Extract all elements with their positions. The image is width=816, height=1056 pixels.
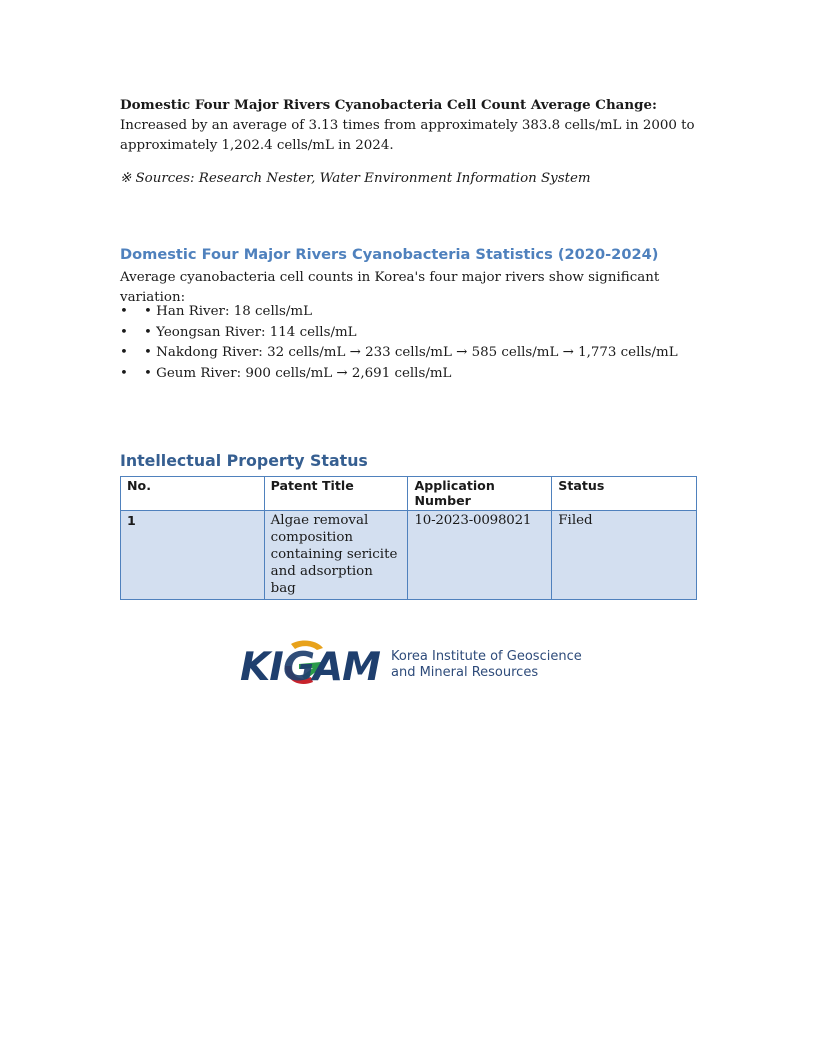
intro-lead: Domestic Four Major Rivers Cyanobacteria Cell Count Average Change: (120, 97, 657, 113)
ip-heading: Intellectual Property Status (120, 451, 368, 470)
cell-no: 1 (121, 511, 265, 600)
river-list (120, 302, 678, 384)
sources-note: ※ Sources: Research Nester, Water Environment Information System (120, 171, 591, 186)
bullet-icon: • (120, 324, 128, 340)
cell-status: Filed (552, 511, 697, 600)
column-header-application: Application Number (408, 477, 552, 511)
cell-patent-title: Algae removal composition containing sericite and adsorption bag (264, 511, 408, 600)
logo-org-line-1: Korea Institute of Geoscience (391, 649, 582, 664)
svg-text:G: G (283, 645, 316, 688)
bullet-icon: • (120, 304, 128, 319)
list-item: • • Han River: 18 cells/mL (120, 302, 678, 323)
list-item: • • Geum River: 900 cells/mL → 2,691 cells/mL (120, 364, 678, 385)
intro-text: Increased by an average of 3.13 times from approximately 383.8 cells/mL in 2000 to approximately 1,202.4 cells/mL in 2024. (120, 118, 695, 153)
intro-paragraph (120, 95, 695, 156)
logo-wordmark: KI (240, 645, 283, 688)
bullet-icon: • (120, 345, 128, 361)
logo-organization-name (391, 649, 582, 681)
svg-text:AM: AM (313, 645, 380, 688)
column-header-status: Status (552, 477, 697, 511)
ip-table (120, 476, 697, 600)
column-header-title: Patent Title (264, 477, 408, 511)
kigam-logo-mark (239, 636, 387, 688)
column-header-no: No. (121, 477, 265, 511)
bullet-icon: • (120, 365, 128, 381)
table-header-row (121, 477, 697, 511)
table-row (121, 511, 697, 600)
cell-application-number: 10-2023-0098021 (408, 511, 552, 600)
stats-heading: Domestic Four Major Rivers Cyanobacteria Statistics (2020-2024) (120, 246, 659, 263)
kigam-logo (239, 636, 599, 688)
list-item: • • Yeongsan River: 114 cells/mL (120, 323, 678, 344)
logo-org-line-2: and Mineral Resources (391, 665, 539, 680)
list-item: • • Nakdong River: 32 cells/mL → 233 cells/mL → 585 cells/mL → 1,773 cells/mL (120, 343, 678, 364)
stats-description: Average cyanobacteria cell counts in Korea's four major rivers show significant variation: (120, 270, 660, 305)
